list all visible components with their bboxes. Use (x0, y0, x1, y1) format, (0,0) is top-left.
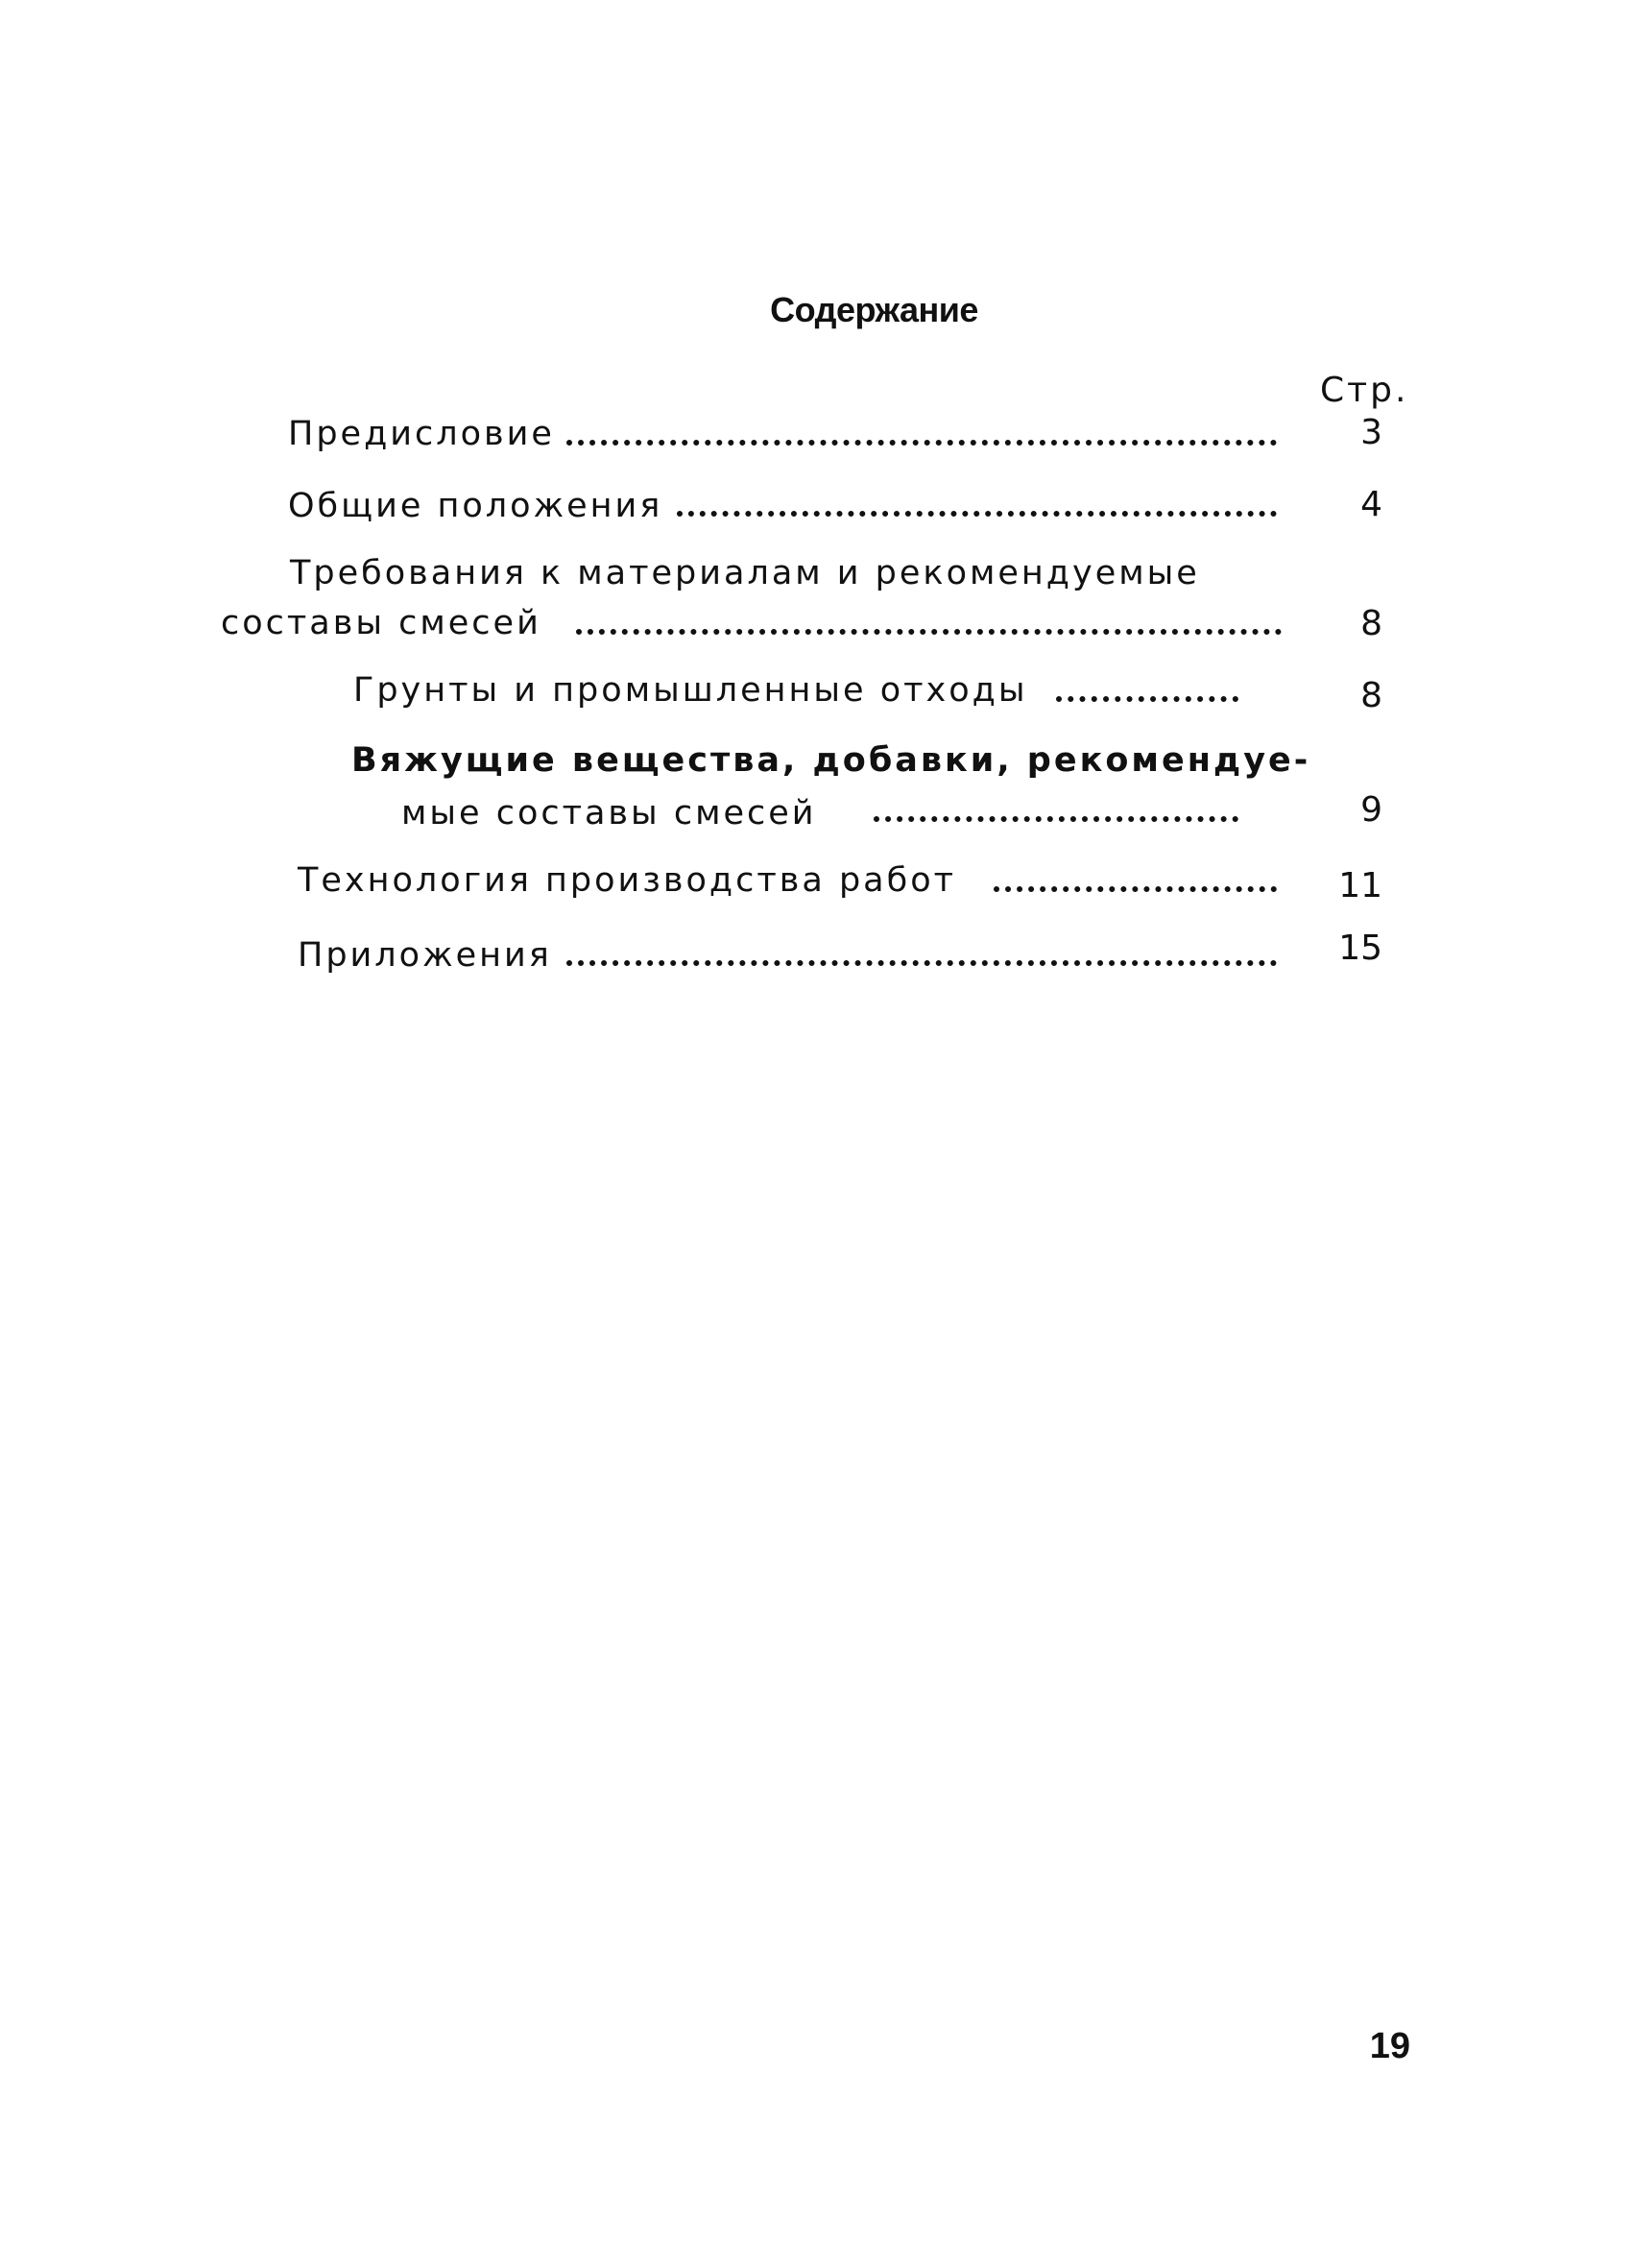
dot-leader (874, 816, 1238, 822)
toc-entry-text: составы смесей (221, 604, 541, 642)
dot-leader (677, 511, 1277, 517)
toc-entry-page: 15 (1338, 929, 1382, 968)
toc-entry-page: 9 (1360, 790, 1382, 830)
toc-entry-text: Общие положения (288, 487, 663, 525)
toc-entry-text: Предисловие (288, 415, 555, 453)
toc-entry-page: 4 (1360, 485, 1382, 524)
toc-entry-text: Технология производства работ (298, 861, 957, 900)
page-number: 19 (1369, 2026, 1410, 2066)
toc-entry-page: 8 (1360, 604, 1382, 643)
toc-entry-page: 11 (1338, 866, 1382, 905)
toc-entry-page: 8 (1360, 676, 1382, 715)
page-column-label: Стр. (1320, 371, 1409, 410)
page-title: Содержание (770, 290, 978, 329)
toc-entry-text: Грунты и промышленные отходы (353, 671, 1028, 710)
toc-entry-text: Приложения (298, 936, 552, 975)
dot-leader (994, 886, 1277, 892)
toc-entry-text: Требования к материалам и рекомендуемые (290, 554, 1200, 592)
dot-leader (566, 960, 1277, 966)
dot-leader (1056, 696, 1238, 702)
toc-entry-page: 3 (1360, 413, 1382, 452)
dot-leader (576, 629, 1282, 635)
dot-leader (566, 440, 1277, 446)
toc-entry-text: Вяжущие вещества, добавки, рекомендуе- (351, 741, 1311, 780)
toc-entry-text: мые составы смесей (401, 794, 817, 832)
